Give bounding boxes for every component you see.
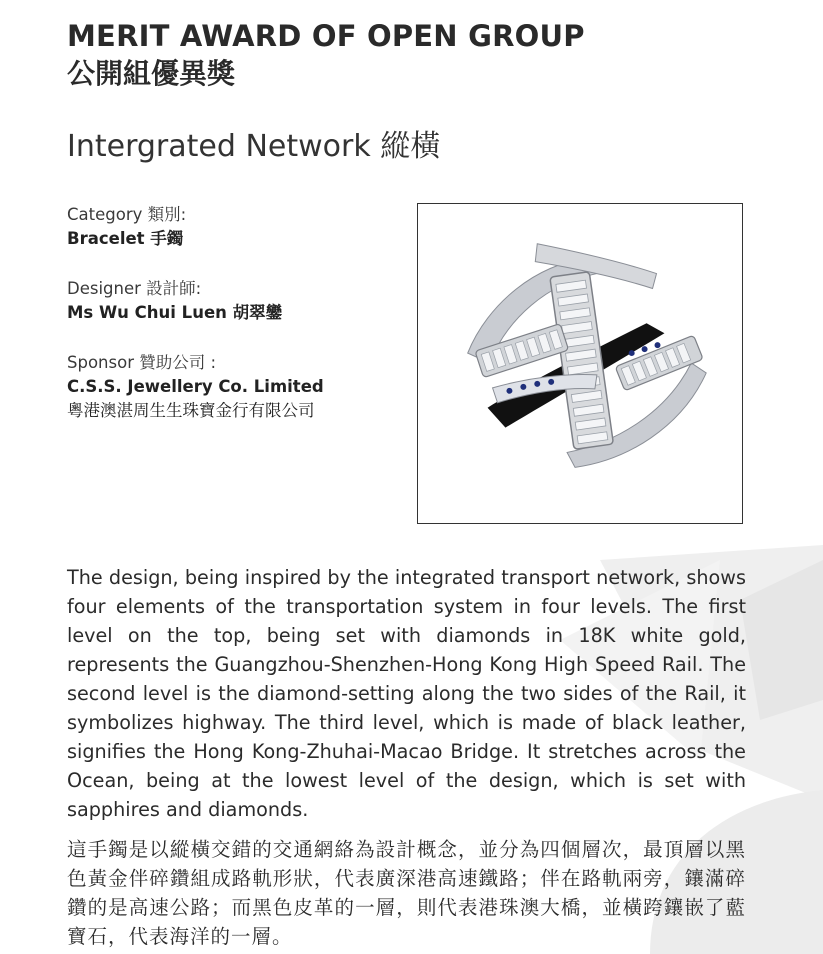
award-title-zh: 公開組優異獎	[67, 57, 236, 90]
bracelet-photo	[418, 204, 742, 523]
category-value: Bracelet 手鐲	[67, 229, 184, 248]
description-zh: 這手鐲是以縱橫交錯的交通網絡為設計概念，並分為四個層次，最頂層以黑色黃金伴碎鑽組成路軌形狀，代表廣深港高速鐵路；伴在路軌兩旁，鑲滿碎鑽的是高速公路；而黑色皮革的一層，則代表港珠澳大橋，並橫跨鑲嵌了藍寶石，代表海洋的一層。	[67, 838, 746, 948]
award-title-en: MERIT AWARD OF OPEN GROUP	[67, 19, 585, 53]
entry-details	[67, 203, 324, 449]
award-heading	[67, 18, 585, 92]
sponsor-block	[67, 351, 324, 423]
designer-block	[67, 277, 324, 325]
sponsor-label: Sponsor 贊助公司 :	[67, 353, 217, 372]
sponsor-value-zh: 粵港澳湛周生生珠寶金行有限公司	[67, 401, 315, 420]
sponsor-value-en: C.S.S. Jewellery Co. Limited	[67, 377, 324, 396]
designer-label: Designer 設計師:	[67, 279, 202, 298]
designer-value: Ms Wu Chui Luen 胡翠鑾	[67, 303, 283, 322]
work-title: Intergrated Network 縱橫	[67, 129, 441, 164]
bracelet-photo-frame	[417, 203, 743, 524]
category-label: Category 類別:	[67, 205, 187, 224]
description-en: The design, being inspired by the integrated transport network, shows four elements of the transportation system in four levels. The first level on the top, being set with diamonds in 18K white gold, represents the Guangzhou-Shenzhen-Hong Kong High Speed Rail. The second level is the diamond-setting along the two sides of the Rail, it symbolizes highway. The third level, which is made of black leather, signifies the Hong Kong-Zhuhai-Macao Bridge. It stretches across the Ocean, being at the lowest level of the design, which is set with sapphires and diamonds.	[67, 566, 746, 821]
category-block	[67, 203, 324, 251]
